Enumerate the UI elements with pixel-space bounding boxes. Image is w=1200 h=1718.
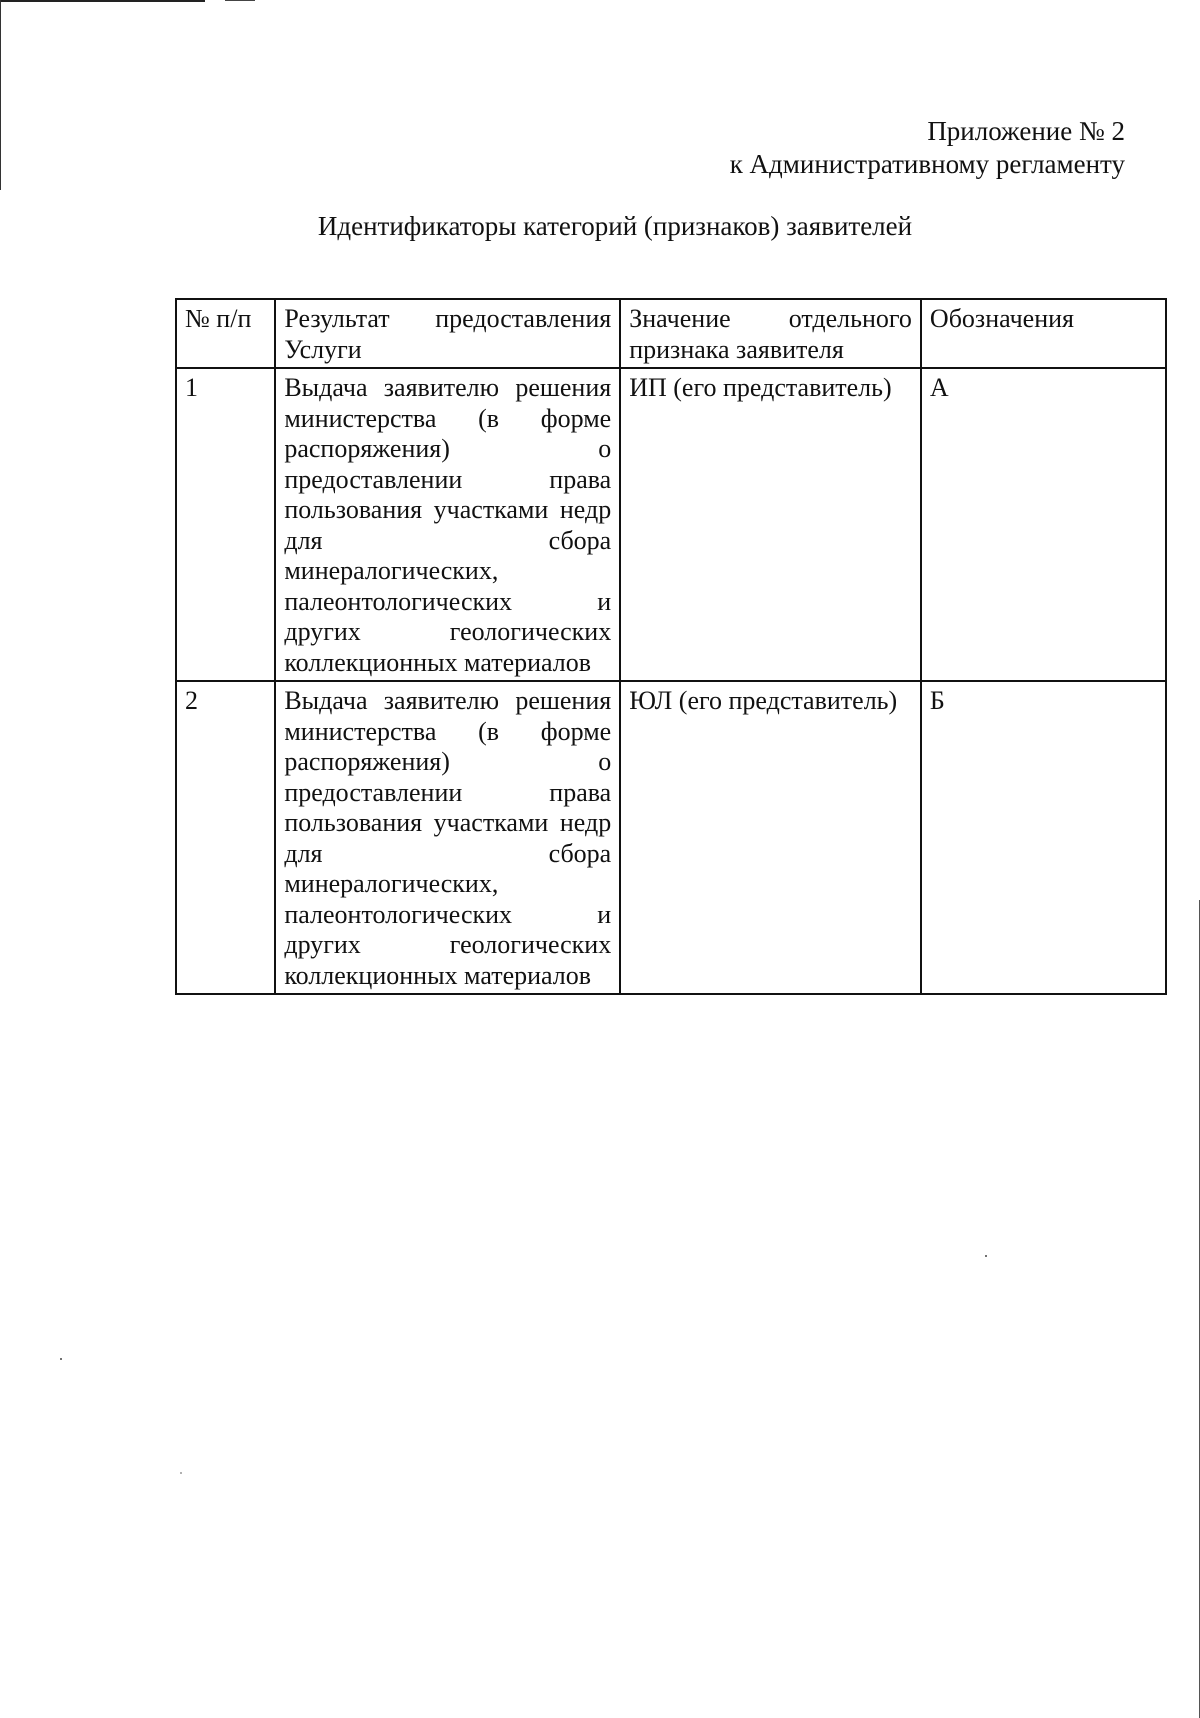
scan-speck xyxy=(985,1255,987,1257)
scan-speck xyxy=(60,1358,62,1360)
document-title: Идентификаторы категорий (признаков) заявителей xyxy=(317,211,913,241)
header-designation: Обозначения xyxy=(921,299,1166,368)
appendix-header xyxy=(730,115,1125,181)
scan-speck xyxy=(180,1472,182,1474)
cell-num: 1 xyxy=(176,368,275,681)
scan-edge-mark xyxy=(0,0,205,2)
scan-edge-mark xyxy=(0,0,1,190)
cell-designation: А xyxy=(921,368,1166,681)
cell-value: ИП (его представитель) xyxy=(620,368,921,681)
applicant-categories-table xyxy=(175,298,1167,995)
appendix-reference: к Административному регламенту xyxy=(729,149,1125,179)
header-result: Результат предоставления Услуги xyxy=(275,299,620,368)
cell-result: Выдача заявителю решения министерства (в форме распоряжения) о предоставлении права пользования участками недр для сбора минералогических, палеонтологических и других геологических коллекционных материалов xyxy=(275,681,620,994)
appendix-number: Приложение № 2 xyxy=(927,116,1125,146)
table-row xyxy=(176,681,1166,994)
cell-designation: Б xyxy=(921,681,1166,994)
table-header-row xyxy=(176,299,1166,368)
cell-result: Выдача заявителю решения министерства (в форме распоряжения) о предоставлении права пользования участками недр для сбора минералогических, палеонтологических и других геологических коллекционных материалов xyxy=(275,368,620,681)
scan-edge-mark xyxy=(225,0,255,1)
header-value: Значение отдельного признака заявителя xyxy=(620,299,921,368)
cell-num: 2 xyxy=(176,681,275,994)
table-row xyxy=(176,368,1166,681)
header-num: № п/п xyxy=(176,299,275,368)
cell-value: ЮЛ (его представитель) xyxy=(620,681,921,994)
